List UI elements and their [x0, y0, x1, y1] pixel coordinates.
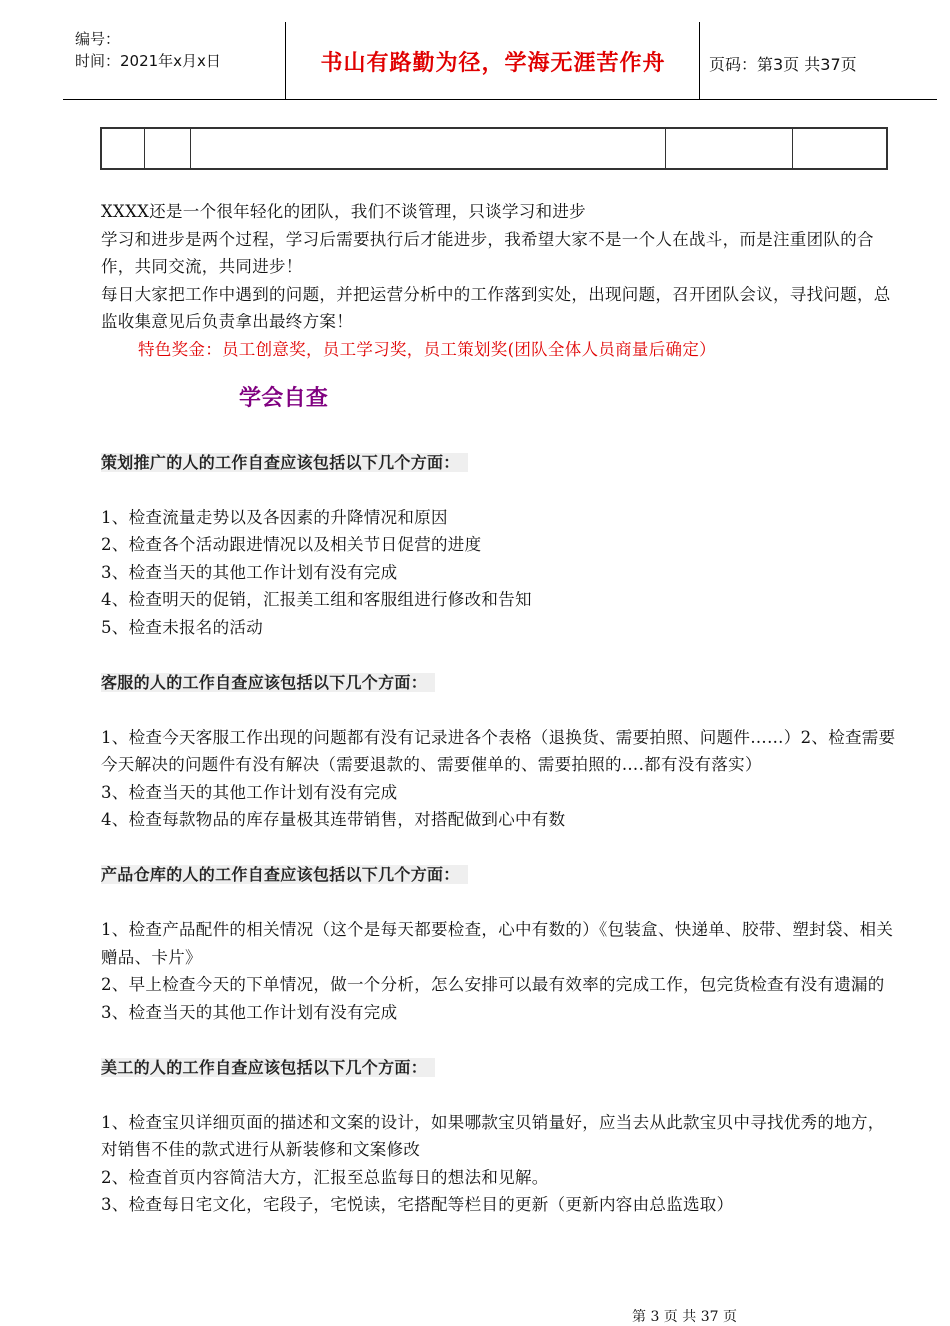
- list-item: 1、检查今天客服工作出现的问题都有没有记录进各个表格（退换货、需要拍照、问题件……）2、检查需要今天解决的问题件有没有解决（需要退款的、需要催单的、需要拍照的….都有没有落实）: [101, 727, 896, 774]
- page-header: [63, 22, 937, 100]
- section-heading: 策划推广的人的工作自查应该包括以下几个方面：: [101, 449, 901, 477]
- list-item: 4、检查明天的促销，汇报美工组和客服组进行修改和告知: [101, 590, 532, 609]
- list-item: 2、检查各个活动跟进情况以及相关节日促营的进度: [101, 535, 482, 554]
- document-body: [101, 198, 901, 1219]
- list-item: 3、检查当天的其他工作计划有没有完成: [101, 1002, 398, 1022]
- header-motto: 书山有路勤为径，学海无涯苦作舟: [320, 49, 666, 76]
- page-footer: 第 3 页 共 37 页: [632, 1309, 737, 1325]
- paragraph: 学习和进步是两个过程，学习后需要执行后才能进步，我希望大家不是一个人在战斗，而是注重团队的合作，共同交流，共同进步！: [101, 229, 874, 276]
- list-item: 5、检查未报名的活动: [101, 617, 263, 637]
- table-cell-divider: [144, 129, 145, 168]
- header-page-number: 页码：第3页 共37页: [709, 55, 857, 74]
- list-item: 3、检查当天的其他工作计划有没有完成: [101, 562, 398, 582]
- paragraph: 每日大家把工作中遇到的问题，并把运营分析中的工作落到实处，出现问题，召开团队会议，寻找问题，总监收集意见后负责拿出最终方案！: [101, 284, 891, 331]
- document-time-label: 时间：2021年x月x日: [75, 52, 221, 70]
- list-item: 2、早上检查今天的下单情况，做一个分析，怎么安排可以最有效率的完成工作，包完货检查有没有遗漏的: [101, 975, 885, 994]
- list-item: 3、检查每日宅文化，宅段子，宅悦读，宅搭配等栏目的更新（更新内容由总监选取）: [101, 1195, 734, 1214]
- list-item: 1、检查产品配件的相关情况（这个是每天都要检查，心中有数的）《包装盒、快递单、胶带、塑封袋、相关赠品、卡片》: [101, 920, 894, 967]
- section-heading: 产品仓库的人的工作自查应该包括以下几个方面：: [101, 861, 901, 889]
- header-divider: [285, 22, 286, 100]
- special-award-text: 特色奖金：员工创意奖，员工学习奖，员工策划奖(团队全体人员商量后确定）: [138, 339, 716, 359]
- paragraph: XXXX还是一个很年轻化的团队，我们不谈管理，只谈学习和进步: [101, 202, 586, 221]
- list-item: 3、检查当天的其他工作计划有没有完成: [101, 782, 398, 802]
- table-cell-divider: [792, 129, 793, 168]
- header-meta: [75, 28, 221, 72]
- section-heading: 美工的人的工作自查应该包括以下几个方面：: [101, 1054, 901, 1082]
- list-item: 1、检查宝贝详细页面的描述和文案的设计，如果哪款宝贝销量好，应当去从此款宝贝中寻找优秀的地方，对销售不佳的款式进行从新装修和文案修改: [101, 1112, 885, 1159]
- document-number-label: 编号：: [75, 30, 121, 48]
- section-title: 学会自查: [239, 386, 329, 411]
- section-heading: 客服的人的工作自查应该包括以下几个方面：: [101, 669, 901, 697]
- list-item: 2、检查首页内容简洁大方，汇报至总监每日的想法和见解。: [101, 1167, 549, 1187]
- table-cell-divider: [665, 129, 666, 168]
- header-divider: [699, 22, 700, 100]
- table-cell-divider: [190, 129, 191, 168]
- list-item: 4、检查每款物品的库存量极其连带销售，对搭配做到心中有数: [101, 810, 566, 829]
- list-item: 1、检查流量走势以及各因素的升降情况和原因: [101, 507, 448, 527]
- empty-table: [100, 127, 888, 170]
